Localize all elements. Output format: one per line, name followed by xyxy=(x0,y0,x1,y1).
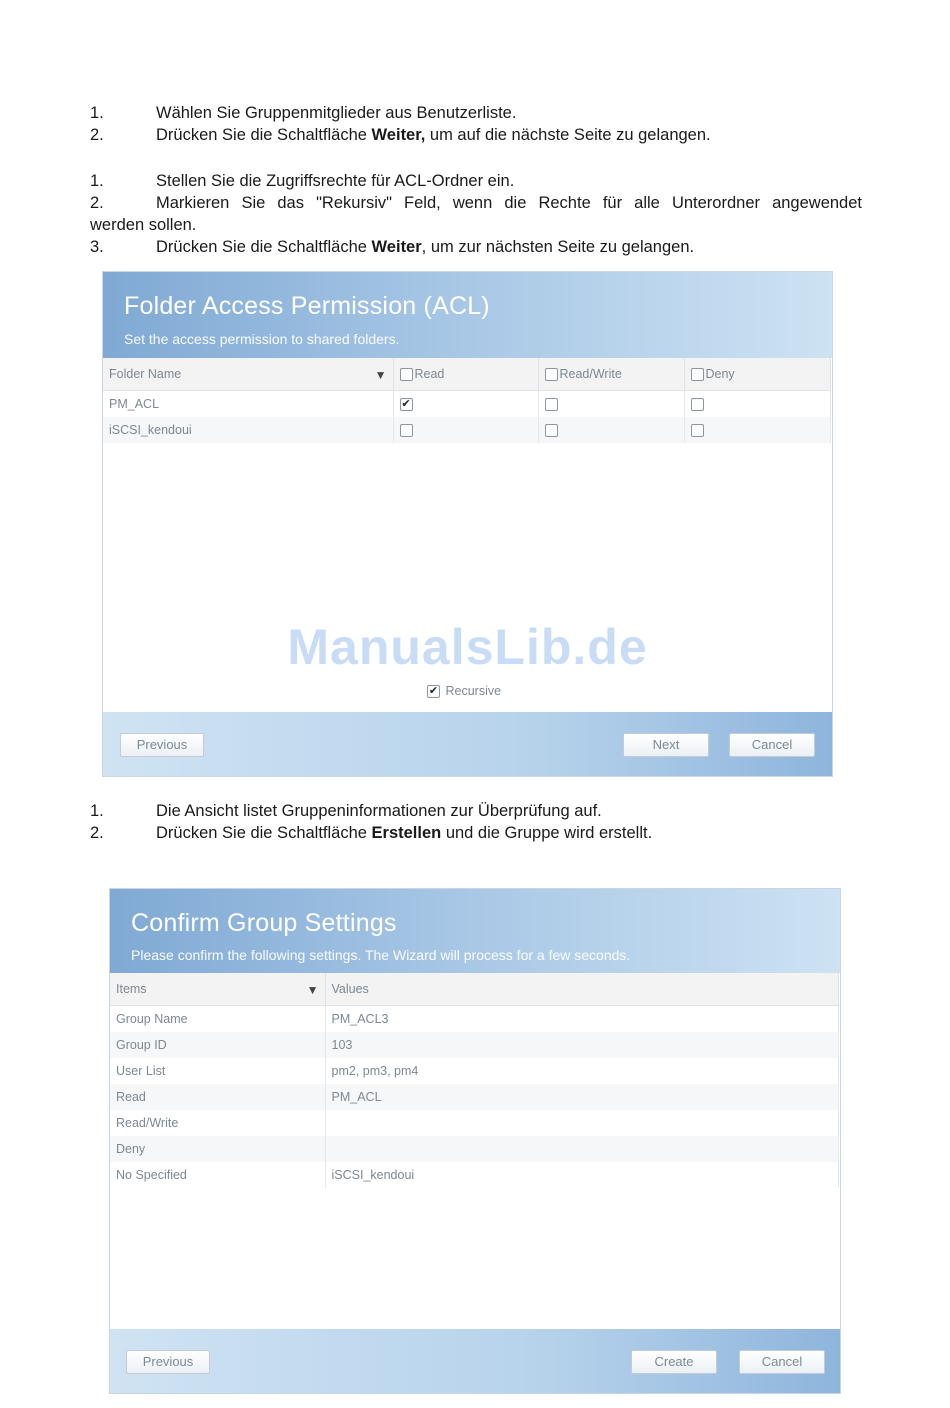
list-text-post: und die Gruppe wird erstellt. xyxy=(441,824,653,842)
table-header-row xyxy=(110,973,838,1006)
panel-header xyxy=(110,889,840,973)
value-cell: PM_ACL3 xyxy=(325,1006,838,1033)
list-item xyxy=(90,124,862,146)
list-text-bold: Weiter xyxy=(371,238,422,256)
panel-subtitle: Set the access permission to shared folders. xyxy=(124,331,400,347)
value-cell: iSCSI_kendoui xyxy=(325,1162,838,1188)
list-number: 1. xyxy=(90,104,104,122)
table-row xyxy=(110,1110,838,1136)
create-button[interactable]: Create xyxy=(631,1350,717,1374)
panel-header xyxy=(103,272,832,358)
instruction-list-1 xyxy=(90,102,862,146)
column-header-read[interactable] xyxy=(393,358,538,391)
filter-icon[interactable]: ▼ xyxy=(374,367,387,382)
list-item xyxy=(90,170,862,192)
column-header-values[interactable] xyxy=(325,973,838,1006)
checkbox-recursive[interactable]: ✔ xyxy=(428,685,439,698)
list-text-bold: Weiter, xyxy=(371,126,426,144)
list-text-post: um auf die nächste Seite zu gelangen. xyxy=(425,126,711,144)
list-text-post: , um zur nächsten Seite zu gelangen. xyxy=(421,238,695,256)
next-button[interactable]: Next xyxy=(623,733,709,757)
checkbox-select-all-readwrite[interactable] xyxy=(545,368,558,381)
list-text-line2: werden sollen. xyxy=(90,216,197,234)
checkbox-readwrite[interactable] xyxy=(545,398,558,411)
item-cell: Deny xyxy=(110,1136,325,1162)
recursive-option[interactable] xyxy=(427,684,501,698)
readwrite-cell xyxy=(538,391,684,418)
item-cell: Read xyxy=(110,1084,325,1110)
instruction-list-2 xyxy=(90,170,862,258)
list-item xyxy=(90,236,862,258)
table-row xyxy=(110,1136,838,1162)
column-label: Read xyxy=(414,366,445,381)
column-label: Folder Name xyxy=(109,366,182,381)
list-item xyxy=(90,192,862,236)
list-text-pre: Drücken Sie die Schaltfläche xyxy=(156,824,372,842)
list-text-pre: Drücken Sie die Schaltfläche xyxy=(156,126,372,144)
list-number: 2. xyxy=(90,824,104,842)
list-text-line1: Markieren Sie das "Rekursiv" Feld, wenn die Rechte für alle Unterordner angewendet xyxy=(156,194,862,212)
cancel-button[interactable]: Cancel xyxy=(729,733,815,757)
item-cell: Group Name xyxy=(110,1006,325,1033)
list-number: 2. xyxy=(90,194,104,212)
list-number: 3. xyxy=(90,238,104,256)
filter-icon[interactable]: ▼ xyxy=(306,982,319,997)
table-row xyxy=(103,391,830,418)
checkbox-readwrite[interactable] xyxy=(545,424,558,437)
list-number: 2. xyxy=(90,126,104,144)
checkbox-deny[interactable] xyxy=(691,398,704,411)
item-cell: Read/Write xyxy=(110,1110,325,1136)
column-label: Read/Write xyxy=(559,366,622,381)
table-row xyxy=(103,417,830,443)
list-number: 1. xyxy=(90,172,104,190)
item-cell: User List xyxy=(110,1058,325,1084)
checkbox-deny[interactable] xyxy=(691,424,704,437)
read-cell xyxy=(393,417,538,443)
value-cell: PM_ACL xyxy=(325,1084,838,1110)
column-header-deny[interactable] xyxy=(684,358,830,391)
list-item xyxy=(90,822,862,844)
value-cell: 103 xyxy=(325,1032,838,1058)
previous-button[interactable]: Previous xyxy=(120,733,204,757)
list-item xyxy=(90,102,862,124)
column-label: Values xyxy=(331,982,369,996)
list-number: 1. xyxy=(90,802,104,820)
recursive-label: Recursive xyxy=(445,684,502,698)
list-text-bold: Erstellen xyxy=(371,824,442,842)
previous-button[interactable]: Previous xyxy=(126,1350,210,1374)
panel-footer xyxy=(103,712,832,776)
checkbox-select-all-deny[interactable] xyxy=(691,368,704,381)
item-cell: No Specified xyxy=(110,1162,325,1188)
panel-title: Confirm Group Settings xyxy=(131,909,397,937)
deny-cell xyxy=(684,417,830,443)
column-header-readwrite[interactable] xyxy=(538,358,684,391)
confirm-wizard-panel xyxy=(109,888,841,1394)
list-text: Die Ansicht listet Gruppeninformationen zur Überprüfung auf. xyxy=(156,802,602,820)
list-item xyxy=(90,800,862,822)
folder-name-cell: iSCSI_kendoui xyxy=(103,417,393,443)
watermark-text: ManualsLib.de xyxy=(287,619,648,675)
table-row xyxy=(110,1006,838,1033)
table-header-row xyxy=(103,358,830,391)
read-cell xyxy=(393,391,538,418)
column-label: Deny xyxy=(705,366,735,381)
value-cell: pm2, pm3, pm4 xyxy=(325,1058,838,1084)
column-header-folder[interactable] xyxy=(103,358,393,391)
cancel-button[interactable]: Cancel xyxy=(739,1350,825,1374)
table-row xyxy=(110,1162,838,1188)
value-cell xyxy=(325,1136,838,1162)
column-header-items[interactable] xyxy=(110,973,325,1006)
table-row xyxy=(110,1032,838,1058)
table-row xyxy=(110,1084,838,1110)
item-cell: Group ID xyxy=(110,1032,325,1058)
deny-cell xyxy=(684,391,830,418)
list-text-pre: Drücken Sie die Schaltfläche xyxy=(156,238,372,256)
folder-name-cell: PM_ACL xyxy=(103,391,393,418)
panel-title: Folder Access Permission (ACL) xyxy=(124,292,490,320)
confirm-table xyxy=(110,973,839,1188)
readwrite-cell xyxy=(538,417,684,443)
panel-footer xyxy=(110,1329,840,1393)
instruction-list-3 xyxy=(90,800,862,844)
list-text: Wählen Sie Gruppenmitglieder aus Benutzerliste. xyxy=(156,104,517,122)
checkbox-read[interactable]: ✔ xyxy=(401,398,411,411)
table-row xyxy=(110,1058,838,1084)
checkbox-select-all-read[interactable] xyxy=(400,368,413,381)
acl-wizard-panel xyxy=(102,271,833,777)
panel-subtitle: Please confirm the following settings. The Wizard will process for a few seconds. xyxy=(131,947,631,963)
checkbox-read[interactable] xyxy=(400,424,413,437)
value-cell xyxy=(325,1110,838,1136)
list-text: Stellen Sie die Zugriffsrechte für ACL-Ordner ein. xyxy=(156,172,515,190)
column-label: Items xyxy=(116,981,147,996)
acl-table xyxy=(103,358,831,443)
